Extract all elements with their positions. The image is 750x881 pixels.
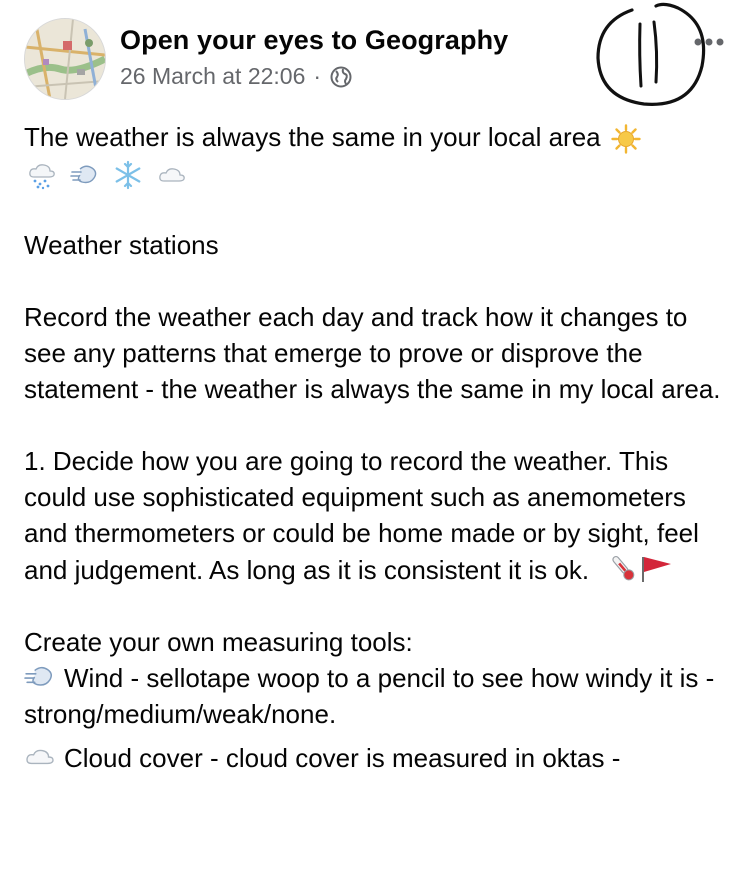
step-1-text: 1. Decide how you are going to record the weather. This could use sophisticated equipment such as anemometers and thermometers or could be home made or by sight, feel and judgement. As long as it is consistent it is ok.	[24, 446, 699, 585]
post-line-1	[24, 119, 729, 155]
red-flag-icon	[640, 551, 674, 585]
post-body	[24, 119, 729, 776]
thermometer-icon	[606, 551, 640, 585]
globe-icon[interactable]	[330, 66, 352, 88]
wind-item-text: Wind - sellotape woop to a pencil to see how windy it is - strong/medium/weak/none.	[24, 663, 715, 729]
post-header	[24, 18, 744, 100]
intro-paragraph: Record the weather each day and track how it changes to see any patterns that emerge to prove or disprove the statement - the weather is always the same in my local area.	[24, 302, 721, 404]
section-heading: Weather stations	[24, 230, 219, 260]
tools-heading: Create your own measuring tools:	[24, 627, 413, 657]
cloud-icon	[157, 160, 187, 190]
sun-icon	[611, 124, 641, 154]
page-name[interactable]: Open your eyes to Geography	[120, 25, 509, 55]
snowflake-icon	[113, 160, 143, 190]
cloud-icon	[24, 741, 56, 773]
wind-item	[24, 660, 729, 732]
cloud-item	[24, 740, 729, 776]
meta-separator: ·	[313, 63, 322, 89]
page-avatar[interactable]	[24, 18, 106, 100]
rain-cloud-icon	[27, 160, 57, 190]
map-thumbnail-icon	[25, 19, 105, 99]
step-1-paragraph	[24, 443, 729, 588]
wind-icon	[70, 160, 100, 190]
cloud-item-text: Cloud cover - cloud cover is measured in oktas -	[64, 743, 621, 773]
weather-emoji-row	[24, 155, 729, 191]
post-timestamp[interactable]: 26 March at 22:06	[120, 63, 306, 89]
intro-text: The weather is always the same in your local area	[24, 122, 601, 152]
post-meta	[120, 63, 352, 90]
more-options-icon[interactable]	[692, 30, 726, 54]
wind-icon	[24, 661, 56, 693]
